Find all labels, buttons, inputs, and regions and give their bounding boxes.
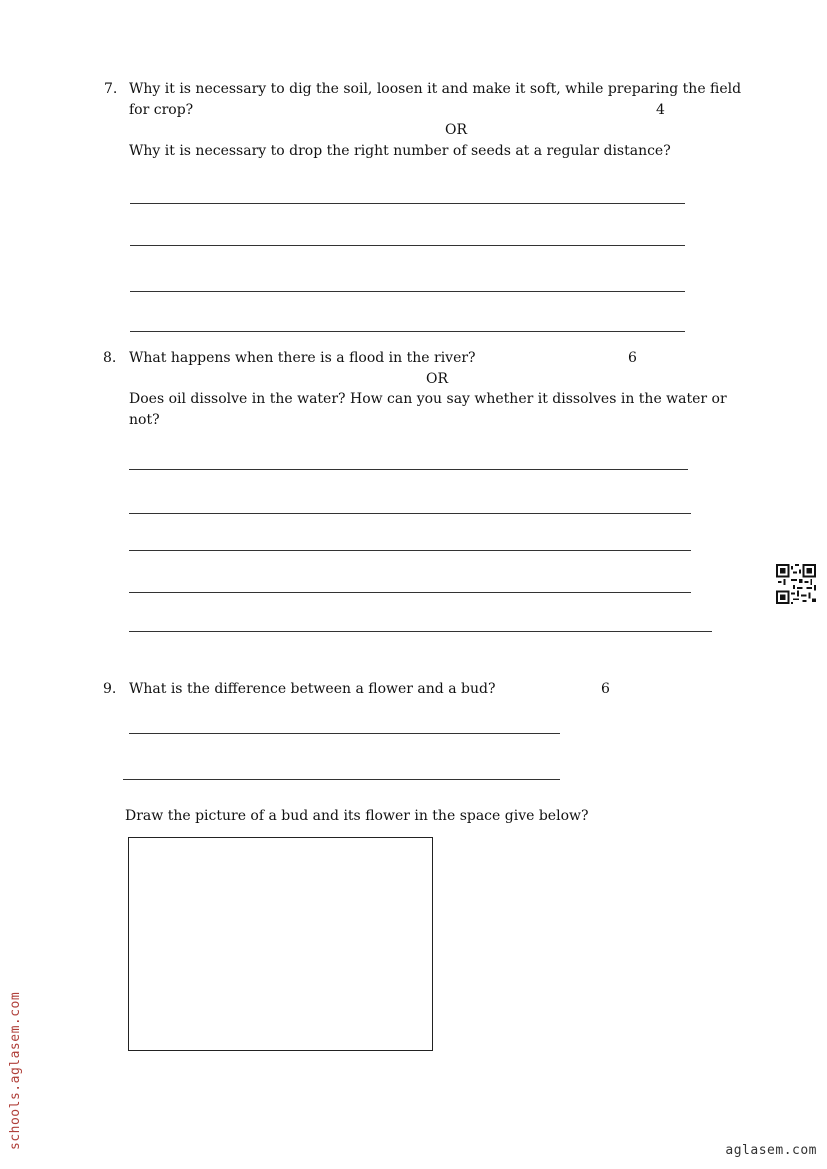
q7-or: OR <box>445 122 468 138</box>
q9-question-line1: What is the difference between a flower and a bud? <box>129 681 496 697</box>
q8-number: 8. <box>103 350 117 366</box>
q7-answer-line[interactable] <box>130 331 685 332</box>
q8-answer-line[interactable] <box>129 592 691 593</box>
q9-number: 9. <box>103 681 117 697</box>
q7-number: 7. <box>104 81 118 97</box>
q9-answer-line[interactable] <box>129 733 560 734</box>
q9-draw-prompt: Draw the picture of a bud and its flower in the space give below? <box>125 808 589 824</box>
side-watermark-url: schools.aglasem.com <box>8 991 23 1150</box>
q8-answer-line[interactable] <box>129 631 712 632</box>
q7-marks: 4 <box>656 102 665 118</box>
q9-answer-line[interactable] <box>123 779 560 780</box>
q8-marks: 6 <box>628 350 637 366</box>
q8-answer-line[interactable] <box>129 513 691 514</box>
q8-question-line1: What happens when there is a flood in the river? <box>129 350 476 366</box>
q7-answer-line[interactable] <box>130 291 685 292</box>
q7-alternative-question: Why it is necessary to drop the right number of seeds at a regular distance? <box>129 143 671 159</box>
q8-or: OR <box>426 371 449 387</box>
q9-marks: 6 <box>601 681 610 697</box>
drawing-box[interactable] <box>128 837 433 1051</box>
q7-answer-line[interactable] <box>130 245 685 246</box>
q8-answer-line[interactable] <box>129 550 691 551</box>
q7-question-line2: for crop? <box>129 102 194 118</box>
footer-watermark-url: aglasem.com <box>725 1143 817 1158</box>
q8-alternative-question-line2: not? <box>129 412 160 428</box>
q7-question-line1: Why it is necessary to dig the soil, loosen it and make it soft, while preparing the field <box>129 81 742 97</box>
qr-code-icon <box>776 564 816 604</box>
q7-answer-line[interactable] <box>130 203 685 204</box>
q8-alternative-question-line1: Does oil dissolve in the water? How can you say whether it dissolves in the water or <box>129 391 727 407</box>
q8-answer-line[interactable] <box>129 469 688 470</box>
